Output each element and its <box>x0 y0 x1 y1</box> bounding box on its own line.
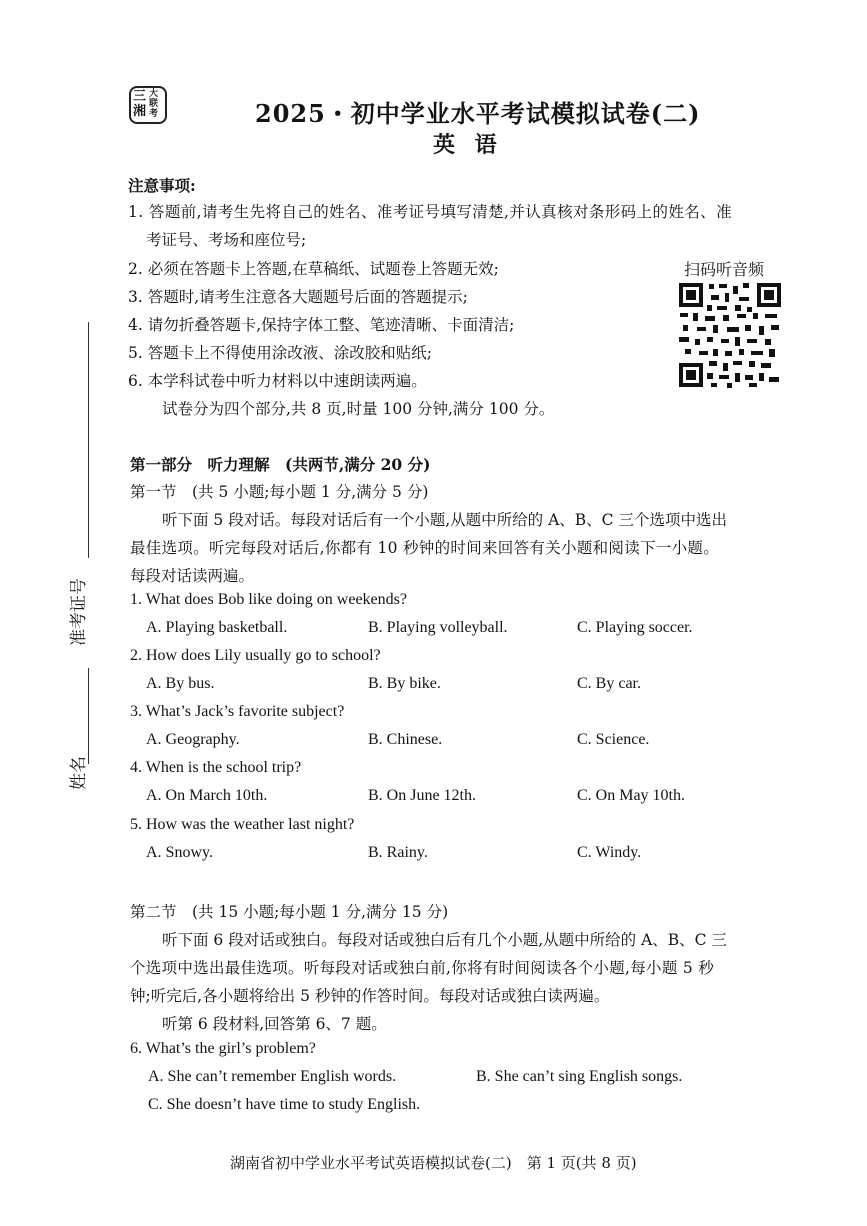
option-a: A. Snowy. <box>146 844 213 861</box>
name-label: 姓名 <box>69 756 89 790</box>
section1-heading: 第一节 (共 5 小题;每小题 1 分,满分 5 分) <box>130 483 429 501</box>
section2-instruction: 个选项中选出最佳选项。听每段对话或独白前,你将有时间阅读各个小题,每小题 5 秒 <box>130 959 715 977</box>
exam-logo <box>129 86 167 124</box>
section2-instruction: 听下面 6 段对话或独白。每段对话或独白后有几个小题,从题中所给的 A、B、C 三 <box>162 931 727 949</box>
logo-char: 湘 <box>133 104 147 119</box>
option-c: C. Science. <box>577 731 650 748</box>
qr-code-icon[interactable] <box>677 281 783 389</box>
option-a: A. By bus. <box>146 675 215 692</box>
logo-char: 考 <box>149 109 159 119</box>
option-c: C. Playing soccer. <box>577 619 693 636</box>
page-footer: 湖南省初中学业水平考试英语模拟试卷(二) 第 1 页(共 8 页) <box>230 1154 637 1172</box>
option-c: C. On May 10th. <box>577 787 685 804</box>
note-item: 考证号、考场和座位号; <box>146 231 307 249</box>
note-item: 1. 答题前,请考生先将自己的姓名、准考证号填写清楚,并认真核对条形码上的姓名、准 <box>128 203 732 221</box>
exam-number-line <box>88 322 89 558</box>
exam-number-label: 准考证号 <box>69 578 89 646</box>
question-text: 3. What’s Jack’s favorite subject? <box>130 703 345 720</box>
question-text: 5. How was the weather last night? <box>130 816 355 833</box>
note-item: 3. 答题时,请考生注意各大题题号后面的答题提示; <box>128 288 468 306</box>
logo-char: 三 <box>133 89 147 104</box>
note-item: 5. 答题卡上不得使用涂改液、涂改胶和贴纸; <box>128 344 432 362</box>
option-c: C. By car. <box>577 675 641 692</box>
option-b: B. She can’t sing English songs. <box>476 1068 683 1085</box>
question-text: 4. When is the school trip? <box>130 759 302 776</box>
qr-caption: 扫码听音频 <box>684 260 765 279</box>
name-line <box>88 668 89 764</box>
notes-heading: 注意事项: <box>128 176 196 195</box>
page-title: 2025・初中学业水平考试模拟试卷(二) <box>255 99 701 128</box>
note-item: 6. 本学科试卷中听力材料以中速朗读两遍。 <box>128 372 427 390</box>
option-c: C. Windy. <box>577 844 642 861</box>
option-a: A. Geography. <box>146 731 240 748</box>
option-b: B. By bike. <box>368 675 441 692</box>
subject-title: 英 语 <box>433 132 503 158</box>
notes-summary: 试卷分为四个部分,共 8 页,时量 100 分钟,满分 100 分。 <box>162 400 555 418</box>
section2-instruction: 钟;听完后,各小题将给出 5 秒钟的作答时间。每段对话或独白读两遍。 <box>130 987 610 1005</box>
option-b: B. On June 12th. <box>368 787 476 804</box>
part1-heading: 第一部分 听力理解 (共两节,满分 20 分) <box>130 455 431 474</box>
logo-char: 大 <box>149 89 159 99</box>
option-a: A. On March 10th. <box>146 787 268 804</box>
logo-char: 联 <box>149 99 159 109</box>
section1-instruction: 听下面 5 段对话。每段对话后有一个小题,从题中所给的 A、B、C 三个选项中选出 <box>162 511 727 529</box>
section1-instruction: 最佳选项。听完每段对话后,你都有 10 秒钟的时间来回答有关小题和阅读下一小题。 <box>130 539 720 557</box>
option-a: A. She can’t remember English words. <box>148 1068 397 1085</box>
question-text: 1. What does Bob like doing on weekends? <box>130 591 407 608</box>
section1-instruction: 每段对话读两遍。 <box>130 567 255 585</box>
question-text: 2. How does Lily usually go to school? <box>130 647 381 664</box>
material-instruction: 听第 6 段材料,回答第 6、7 题。 <box>162 1015 387 1033</box>
note-item: 4. 请勿折叠答题卡,保持字体工整、笔迹清晰、卡面清洁; <box>128 316 515 334</box>
option-b: B. Chinese. <box>368 731 443 748</box>
option-b: B. Playing volleyball. <box>368 619 508 636</box>
question-text: 6. What’s the girl’s problem? <box>130 1040 316 1057</box>
option-b: B. Rainy. <box>368 844 428 861</box>
option-c: C. She doesn’t have time to study English. <box>148 1096 421 1113</box>
option-a: A. Playing basketball. <box>146 619 288 636</box>
note-item: 2. 必须在答题卡上答题,在草稿纸、试题卷上答题无效; <box>128 260 499 278</box>
section2-heading: 第二节 (共 15 小题;每小题 1 分,满分 15 分) <box>130 903 449 921</box>
